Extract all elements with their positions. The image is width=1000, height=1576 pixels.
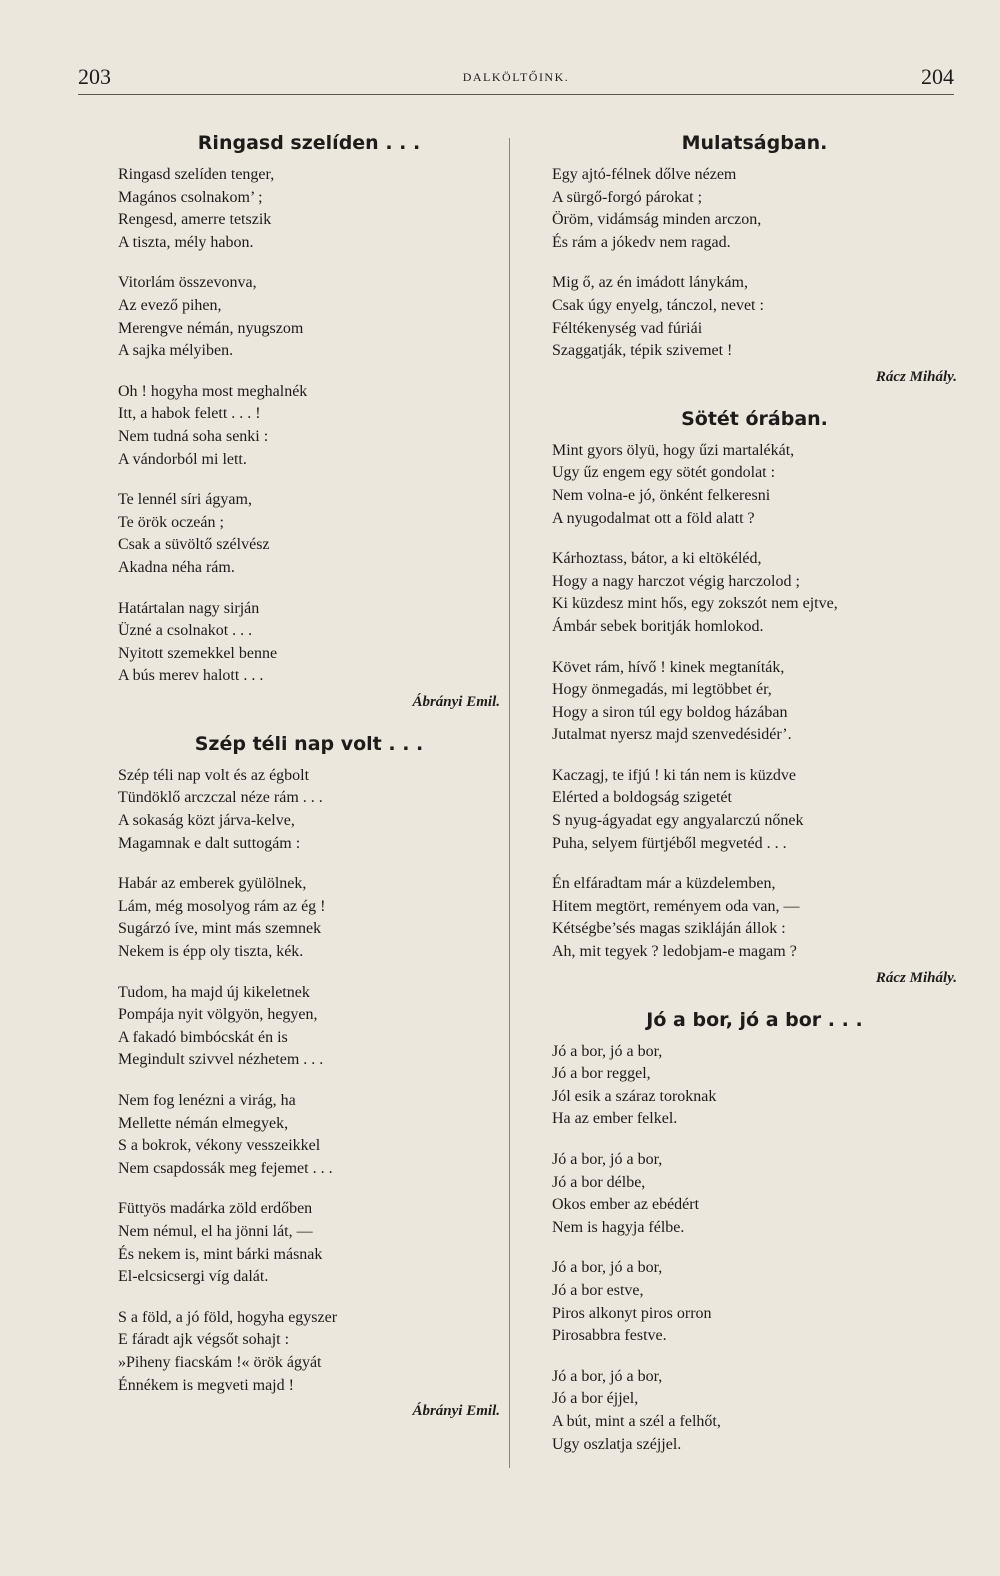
page-header [78,64,954,95]
stanza [118,164,500,254]
verse-line: Szaggatják, tépik szivemet ! [552,342,733,360]
stanza [118,489,500,579]
poem-author: Ábrányi Emil. [412,1403,500,1420]
stanza [552,548,957,638]
poem-title: Szép téli nap volt . . . [194,732,424,755]
stanza [118,598,500,688]
verse-line: Te örök oczeán ; [118,513,224,531]
verse-line: Határtalan nagy sirján [118,599,260,617]
verse-line: S a föld, a jó föld, hogyha egyszer [118,1308,338,1326]
stanza [118,1198,500,1288]
verse-line: Én elfáradtam már a küzdelemben, [552,875,776,893]
poem [118,132,500,711]
left-column [118,132,500,1442]
verse-line: Sugárzó íve, mint más szemnek [118,920,322,938]
verse-line: Nem némul, el ha jönni lát, — [118,1222,313,1240]
verse-line: Nem tudná soha senki : [118,427,269,445]
poem-title: Mulatságban. [681,132,828,154]
verse-line: Kétségbe’sés magas szikláján állok : [552,920,786,938]
verse-line: Jó a bor, jó a bor, [552,1151,663,1168]
verse-line: Nem fog lenézni a virág, ha [118,1092,296,1109]
verse-line: Nyitott szemekkel benne [118,644,278,662]
verse-line: Nem is hagyja félbe. [552,1218,685,1236]
stanza [118,381,500,471]
verse-line: Ámbár sebek boritják homlokod. [552,617,764,635]
verse-line: Vitorlám összevonva, [118,274,257,292]
poem [552,132,957,386]
verse-line: A fakadó bimbócskát én is [118,1028,288,1046]
running-title: DALKÖLTŐINK. [462,70,570,84]
verse-line: Nekem is épp oly tiszta, kék. [118,943,304,961]
stanza [552,1041,957,1131]
verse-line: A sajka mélyiben. [118,342,234,360]
verse-line: Tudom, ha majd új kikeletnek [118,983,310,1001]
stanza [118,982,500,1072]
verse-line: Csak a süvöltő szélvész [118,536,270,554]
verse-line: Mig ő, az én imádott lánykám, [552,274,748,292]
stanza [118,272,500,362]
verse-line: Piros alkonyt piros orron [552,1304,712,1322]
verse-line: Oh ! hogyha most meghalnék [118,382,308,400]
poem-author: Ábrányi Emil. [412,693,500,710]
poem-author: Rácz Mihály. [875,969,957,986]
stanza [552,1366,957,1456]
verse-line: Lám, még mosolyog rám az ég ! [118,897,326,915]
verse-line: Ringasd szelíden tenger, [118,166,275,183]
verse-line: És nekem is, mint bárki másnak [118,1245,323,1263]
verse-line: Ugy űz engem egy sötét gondolat : [552,464,776,482]
verse-line: A bús merev halott . . . [118,667,264,685]
verse-line: Ah, mit tegyek ? ledobjam-e magam ? [552,943,797,961]
column-divider [509,138,510,1468]
verse-line: Te lennél síri ágyam, [118,491,252,509]
verse-line: A nyugodalmat ott a föld alatt ? [552,509,755,527]
verse-line: Okos ember az ebédért [552,1196,700,1214]
verse-line: Magános csolnakom’ ; [118,188,263,206]
poem-title: Ringasd szelíden . . . [197,132,421,154]
verse-line: A sürgő-forgó párokat ; [552,188,703,206]
verse-line: »Piheny fiacskám !« örök ágyát [118,1353,322,1371]
verse-line: Féltékenység vad fúriái [552,319,703,337]
verse-line: Pirosabbra festve. [552,1327,667,1345]
verse-line: Követ rám, hívő ! kinek megtaníták, [552,658,785,676]
verse-line: Mellette némán elmegyek, [118,1114,289,1132]
page-number-right: 204 [921,64,954,89]
verse-line: Szép téli nap volt és az égbolt [118,766,310,784]
verse-line: A sokaság közt járva-kelve, [118,812,295,830]
verse-line: Hogy a nagy harczot végig harczolod ; [552,572,800,590]
verse-line: Kaczagj, te ifjú ! ki tán nem is küzdve [552,766,796,784]
stanza [552,657,957,747]
poem [552,1009,957,1457]
verse-line: Megindult szivvel nézhetem . . . [118,1051,324,1069]
page-number-left: 203 [78,64,111,89]
right-column [552,132,957,1474]
stanza [118,873,500,963]
verse-line: Ha az ember felkel. [552,1110,678,1128]
verse-line: Jó a bor reggel, [552,1065,651,1083]
verse-line: A bút, mint a szél a felhőt, [552,1412,721,1430]
verse-line: Elérted a boldogság szigetét [552,789,732,807]
verse-line: Jó a bor, jó a bor, [552,1259,663,1277]
poem [118,733,500,1420]
verse-line: Magamnak e dalt suttogám : [118,834,301,852]
verse-line: Itt, a habok felett . . . ! [118,405,261,423]
stanza [118,1090,500,1180]
verse-line: Nem csapdossák meg fejemet . . . [118,1159,333,1177]
verse-line: Ki küzdesz mint hős, egy zokszót nem ejtve, [552,595,838,613]
verse-line: Pompája nyit völgyön, hegyen, [118,1006,318,1024]
verse-line: Öröm, vidámság minden arczon, [552,211,762,229]
verse-line: Akadna néha rám. [118,558,235,576]
verse-line: Jól esik a száraz toroknak [552,1087,717,1105]
verse-line: Hitem megtört, reményem oda van, — [552,897,800,915]
verse-line: Mint gyors ölyü, hogy űzi martalékát, [552,441,795,459]
stanza [552,164,957,254]
verse-line: S nyug-ágyadat egy angyalarczú nőnek [552,812,804,830]
verse-line: Merengve némán, nyugszom [118,319,304,337]
verse-line: El-elcsicsergi víg dalát. [118,1268,269,1286]
stanza [552,1257,957,1347]
verse-line: Kárhoztass, bátor, a ki eltökéléd, [552,550,762,568]
verse-line: Jó a bor, jó a bor, [552,1042,663,1060]
poem-title: Sötét órában. [681,407,828,430]
stanza [552,272,957,362]
verse-line: Hogy önmegadás, mi legtöbbet ér, [552,681,772,699]
verse-line: Füttyös madárka zöld erdőben [118,1200,313,1218]
verse-line: Ugy oszlatja széjjel. [552,1435,682,1453]
poem-author: Rácz Mihály. [875,368,957,385]
verse-line: Rengesd, amerre tetszik [118,211,272,229]
verse-line: Az evező pihen, [118,296,222,314]
verse-line: Egy ajtó-félnek dőlve nézem [552,166,737,183]
stanza [552,440,957,530]
verse-line: Jó a bor délbe, [552,1173,646,1191]
verse-line: Nem volna-e jó, önként felkeresni [552,486,771,504]
verse-line: És rám a jókedv nem ragad. [552,233,731,251]
verse-line: A vándorból mi lett. [118,450,247,468]
stanza [118,1307,500,1397]
stanza [552,765,957,855]
verse-line: Tündöklő arczczal néze rám . . . [118,789,323,807]
verse-line: A tiszta, mély habon. [118,233,254,251]
poem-title: Jó a bor, jó a bor . . . [646,1008,863,1031]
stanza [552,1149,957,1239]
verse-line: Puha, selyem fürtjéből megvetéd . . . [552,834,787,852]
verse-line: Jutalmat nyersz majd szenvedésidér’. [552,726,792,744]
verse-line: Habár az emberek gyülölnek, [118,875,307,893]
verse-line: Jó a bor estve, [552,1281,644,1299]
verse-line: Énnékem is megveti majd ! [118,1376,294,1394]
verse-line: Csak úgy enyelg, tánczol, nevet : [552,296,764,314]
verse-line: Jó a bor, jó a bor, [552,1367,663,1385]
stanza [552,873,957,963]
poem [552,408,957,987]
verse-line: E fáradt ajk végsőt sohajt : [118,1331,290,1349]
verse-line: S a bokrok, vékony vesszeikkel [118,1137,321,1155]
verse-line: Hogy a siron túl egy boldog házában [552,703,788,721]
stanza [118,765,500,855]
verse-line: Üzné a csolnakot . . . [118,622,253,640]
verse-line: Jó a bor éjjel, [552,1390,639,1408]
